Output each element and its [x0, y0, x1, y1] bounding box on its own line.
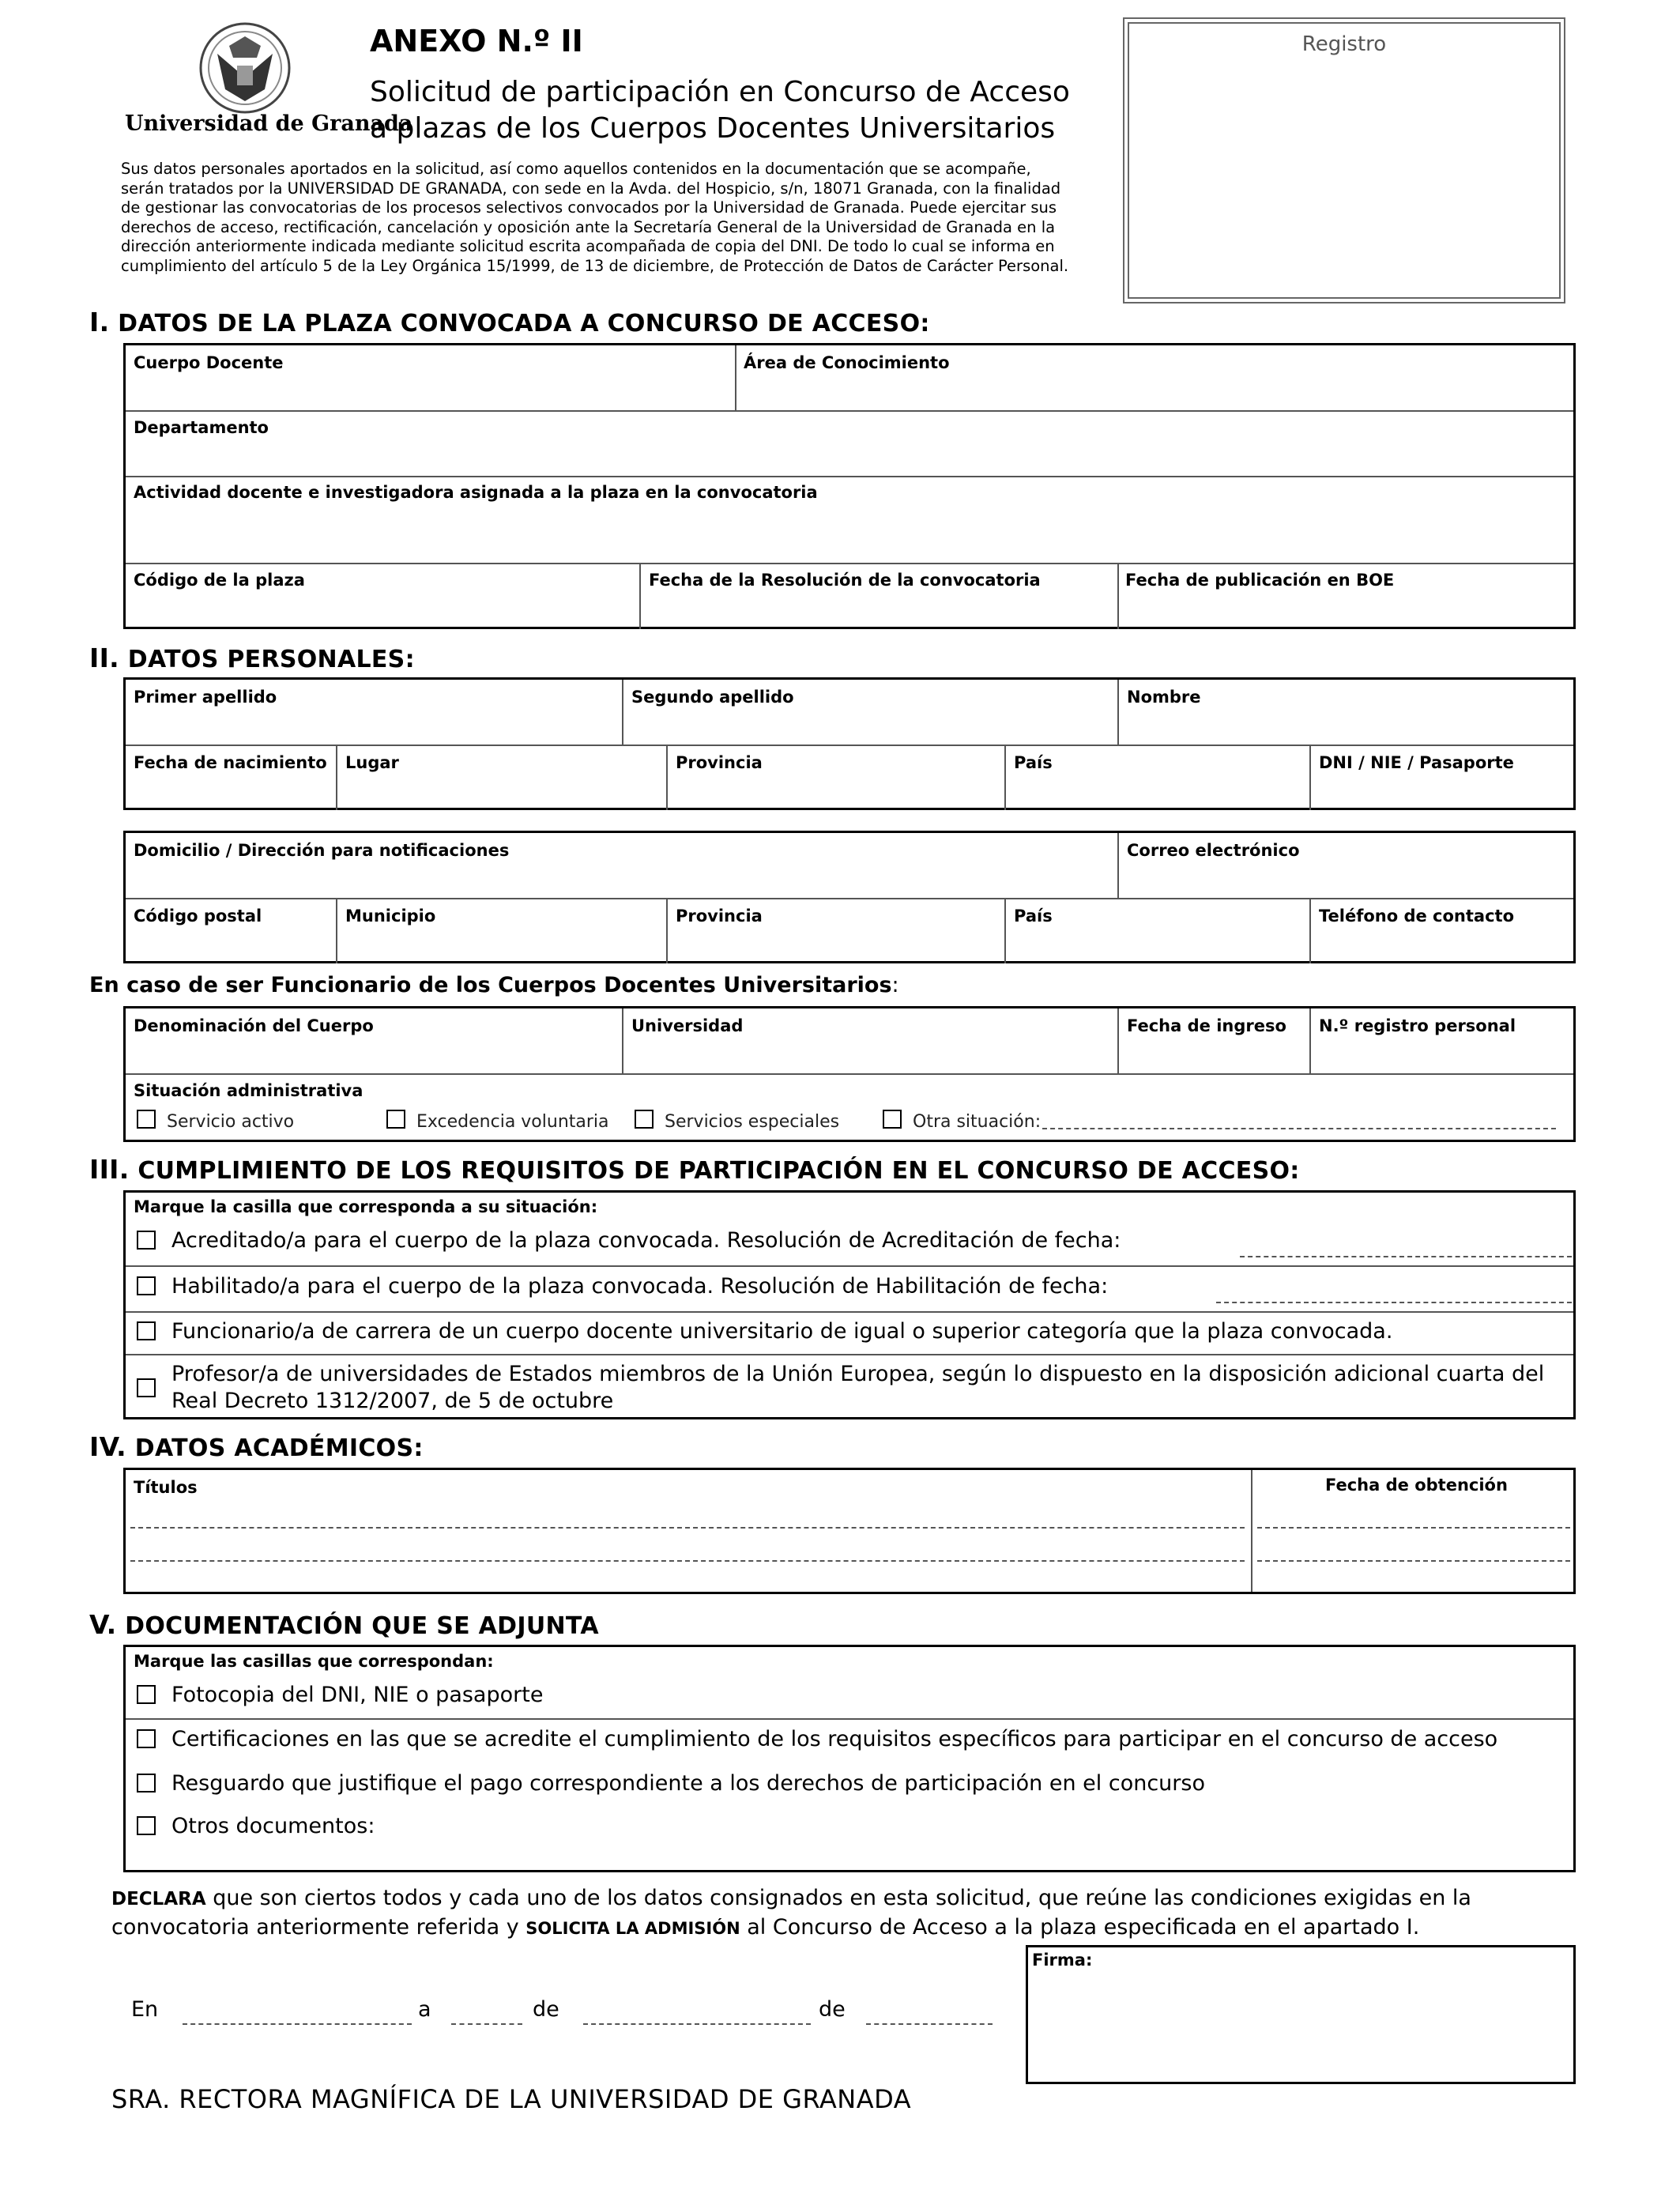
declara-keyword: DECLARA — [111, 1889, 206, 1909]
privacy-line: cumplimiento del artículo 5 de la Ley Orgánica 15/1999, de 13 de diciembre, de Protección de Datos de Carácter Personal. — [121, 256, 1069, 275]
fecha-row-2[interactable] — [1257, 1560, 1570, 1562]
funcionario-carrera-checkbox[interactable] — [137, 1321, 156, 1340]
acreditado-checkbox[interactable] — [137, 1231, 156, 1250]
domicilio-label: Domicilio / Dirección para notificaciones — [134, 841, 510, 860]
lugar-label: Lugar — [345, 753, 399, 772]
de-label-1: de — [533, 1997, 559, 2022]
departamento-field[interactable] — [126, 410, 1573, 476]
departamento-label: Departamento — [134, 418, 269, 437]
municipio-label: Municipio — [345, 907, 436, 925]
form-title-line2: a plazas de los Cuerpos Docentes Universitarios — [370, 112, 1056, 145]
fecha-boe-label: Fecha de publicación en BOE — [1125, 571, 1395, 590]
otra-situacion-label: Otra situación: — [913, 1112, 1042, 1132]
a-label: a — [418, 1997, 431, 2022]
section-4-heading: IV. DATOS ACADÉMICOS: — [89, 1431, 424, 1462]
segundo-apellido-label: Segundo apellido — [631, 688, 794, 707]
situacion-label: Situación administrativa — [134, 1081, 363, 1100]
section-2-heading: II. DATOS PERSONALES: — [89, 643, 415, 673]
actividad-label: Actividad docente e investigadora asignada a la plaza en la convocatoria — [134, 483, 818, 502]
address-table — [123, 831, 1576, 963]
section-1-table — [123, 343, 1576, 629]
mes-input[interactable] — [583, 2023, 811, 2025]
funcionario-carrera-label: Funcionario/a de carrera de un cuerpo docente universitario de igual o superior categoría que la plaza convocada. — [171, 1319, 1393, 1344]
registro-personal-label: N.º registro personal — [1319, 1016, 1516, 1035]
acreditacion-fecha-input[interactable] — [1240, 1256, 1572, 1257]
requisitos-instruction: Marque la casilla que corresponda a su situación: — [134, 1197, 598, 1216]
fecha-nacimiento-label: Fecha de nacimiento — [134, 753, 327, 772]
nombre-label: Nombre — [1127, 688, 1201, 707]
excedencia-label: Excedencia voluntaria — [416, 1112, 609, 1132]
academic-table — [123, 1468, 1576, 1594]
certificaciones-checkbox[interactable] — [137, 1729, 156, 1748]
profesor-ue-label-line2: Real Decreto 1312/2007, de 5 de octubre — [171, 1389, 614, 1413]
dni-copia-checkbox[interactable] — [137, 1685, 156, 1704]
pais-label: País — [1014, 753, 1053, 772]
de-label-2: de — [819, 1997, 846, 2022]
servicio-activo-label: Servicio activo — [167, 1112, 295, 1132]
registro-label: Registro — [1301, 32, 1387, 56]
annex-title: ANEXO N.º II — [370, 24, 583, 58]
documentacion-table — [123, 1645, 1576, 1872]
primer-apellido-label: Primer apellido — [134, 688, 277, 707]
profesor-ue-checkbox[interactable] — [137, 1378, 156, 1397]
requisitos-table — [123, 1190, 1576, 1419]
personal-data-table — [123, 677, 1576, 810]
acreditado-label: Acreditado/a para el cuerpo de la plaza convocada. Resolución de Acreditación de fecha: — [171, 1228, 1121, 1253]
dni-copia-label: Fotocopia del DNI, NIE o pasaporte — [171, 1683, 544, 1707]
area-label: Área de Conocimiento — [744, 353, 950, 372]
dni-label: DNI / NIE / Pasaporte — [1319, 753, 1514, 772]
cuerpo-docente-label: Cuerpo Docente — [134, 353, 284, 372]
privacy-line: dirección anteriormente indicada mediante solicitud escrita acompañada de copia del DNI. De todo lo cual se informa en — [121, 237, 1055, 256]
habilitado-label: Habilitado/a para el cuerpo de la plaza convocada. Resolución de Habilitación de fecha: — [171, 1274, 1109, 1299]
section-5-heading: V. DOCUMENTACIÓN QUE SE ADJUNTA — [89, 1609, 599, 1640]
otra-situacion-input[interactable] — [1042, 1128, 1556, 1129]
provincia-address-label: Provincia — [676, 907, 763, 925]
titulo-row-2[interactable] — [130, 1560, 1245, 1562]
otros-documentos-checkbox[interactable] — [137, 1816, 156, 1835]
habilitacion-fecha-input[interactable] — [1216, 1302, 1572, 1303]
lugar-firma-input[interactable] — [183, 2023, 412, 2025]
servicio-activo-checkbox[interactable] — [137, 1110, 156, 1129]
titulos-label: Títulos — [134, 1478, 198, 1497]
pais-address-label: País — [1014, 907, 1053, 925]
privacy-line: Sus datos personales aportados en la solicitud, así como aquellos contenidos en la documentación que se acompañe, — [121, 160, 1031, 178]
servicios-especiales-checkbox[interactable] — [635, 1110, 654, 1129]
privacy-line: derechos de acceso, rectificación, cancelación y oposición ante la Secretaría General de la Universidad de Granada en la — [121, 217, 1056, 236]
form-title-line1: Solicitud de participación en Concurso de Acceso — [370, 76, 1070, 108]
solicita-keyword: SOLICITA LA ADMISIÓN — [525, 1919, 740, 1938]
university-logo — [119, 22, 413, 145]
place-date-line — [131, 1997, 1008, 2037]
fecha-resolucion-label: Fecha de la Resolución de la convocatoria — [649, 571, 1041, 590]
servicios-especiales-label: Servicios especiales — [665, 1112, 840, 1132]
firma-box[interactable] — [1026, 1945, 1576, 2084]
habilitado-checkbox[interactable] — [137, 1276, 156, 1295]
en-label: En — [131, 1997, 159, 2022]
coat-of-arms-icon — [119, 22, 371, 117]
privacy-line: serán tratados por la UNIVERSIDAD DE GRANADA, con sede en la Avda. del Hospicio, s/n, 18071 Granada, con la finalidad — [121, 179, 1061, 198]
dia-input[interactable] — [451, 2023, 522, 2025]
funcionario-heading: En caso de ser Funcionario de los Cuerpos Docentes Universitarios: — [89, 973, 899, 997]
resguardo-pago-checkbox[interactable] — [137, 1774, 156, 1793]
anio-input[interactable] — [866, 2023, 993, 2025]
otra-situacion-checkbox[interactable] — [883, 1110, 902, 1129]
titulo-row-1[interactable] — [130, 1527, 1245, 1529]
excedencia-checkbox[interactable] — [386, 1110, 405, 1129]
universidad-label: Universidad — [631, 1016, 744, 1035]
telefono-label: Teléfono de contacto — [1319, 907, 1515, 925]
fecha-row-1[interactable] — [1257, 1527, 1570, 1529]
certificaciones-label: Certificaciones en las que se acredite el cumplimiento de los requisitos específicos para participar en el concurso de acceso — [171, 1727, 1498, 1751]
privacy-line: de gestionar las convocatorias de los procesos selectivos convocados por la Universidad de Granada. Puede ejercitar sus — [121, 198, 1057, 217]
otros-documentos-label: Otros documentos: — [171, 1814, 375, 1838]
addressee: SRA. RECTORA MAGNÍFICA DE LA UNIVERSIDAD DE GRANADA — [111, 2084, 912, 2114]
fecha-obtencion-label: Fecha de obtención — [1325, 1476, 1508, 1495]
documentacion-instruction: Marque las casillas que correspondan: — [134, 1652, 494, 1671]
resguardo-pago-label: Resguardo que justifique el pago correspondiente a los derechos de participación en el concurso — [171, 1771, 1205, 1796]
profesor-ue-label-line1: Profesor/a de universidades de Estados miembros de la Unión Europea, según lo dispuesto en la disposición adicional cuarta del — [171, 1362, 1545, 1386]
codigo-plaza-label: Código de la plaza — [134, 571, 305, 590]
registro-box[interactable] — [1123, 17, 1565, 303]
funcionario-table — [123, 1006, 1576, 1142]
privacy-notice — [121, 160, 1068, 277]
provincia-label: Provincia — [676, 753, 763, 772]
section-1-heading: I. DATOS DE LA PLAZA CONVOCADA A CONCURSO DE ACCESO: — [89, 307, 930, 337]
logo-text: Universidad de Granada — [125, 111, 413, 136]
firma-label: Firma: — [1032, 1951, 1093, 1970]
correo-label: Correo electrónico — [1127, 841, 1300, 860]
declaration: DECLARA que son ciertos todos y cada uno de los datos consignados en esta solicitud, que reúne las condiciones exigidas en la convocatoria anteriormente referida y SOLICITA LA ADMISIÓN al Concurso de Acceso a la plaza especificada en el apartado I. — [111, 1886, 1471, 1940]
section-3-heading: III. CUMPLIMIENTO DE LOS REQUISITOS DE PARTICIPACIÓN EN EL CONCURSO DE ACCESO: — [89, 1154, 1300, 1185]
fecha-ingreso-label: Fecha de ingreso — [1127, 1016, 1286, 1035]
denominacion-label: Denominación del Cuerpo — [134, 1016, 374, 1035]
codigo-postal-label: Código postal — [134, 907, 262, 925]
